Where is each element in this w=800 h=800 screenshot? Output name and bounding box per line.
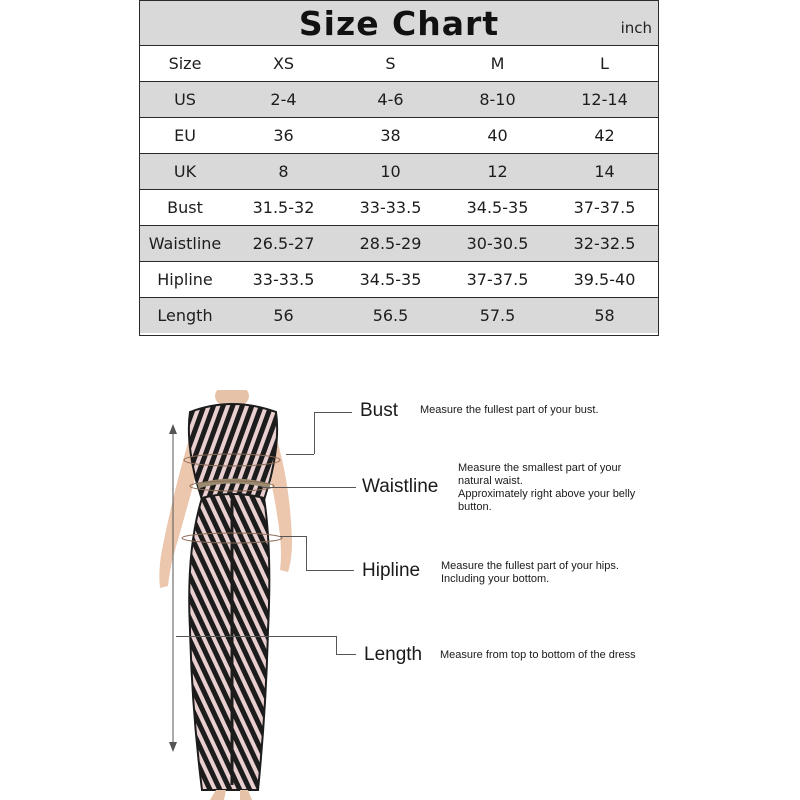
table-cell: 57.5 — [479, 306, 516, 325]
table-cell: 37-37.5 — [573, 198, 636, 217]
table-cell: 8-10 — [479, 90, 516, 109]
waistline-desc-line: button. — [458, 501, 492, 513]
measurement-guide — [0, 390, 800, 800]
waistline-label: Waistline — [362, 476, 439, 497]
header-size-s: S — [385, 54, 396, 73]
hipline-label: Hipline — [362, 560, 421, 581]
table-cell: 32-32.5 — [573, 234, 636, 253]
table-row-bust — [140, 190, 658, 226]
table-cell: 38 — [380, 126, 401, 145]
hipline-desc-line: Measure the fullest part of your hips. — [441, 560, 619, 572]
hip-leader-drop — [306, 536, 307, 570]
table-cell: 28.5-29 — [359, 234, 422, 253]
table-cell: 39.5-40 — [573, 270, 636, 289]
header-label: Size — [168, 54, 202, 73]
waistline-desc-line: Approximately right above your belly — [458, 488, 636, 500]
waistline-desc-line: Measure the smallest part of your — [458, 462, 622, 474]
foot-shape — [240, 790, 252, 800]
chart-title: Size Chart — [298, 4, 500, 43]
waistline-desc-line: natural waist. — [458, 475, 523, 487]
length-leader-stub — [336, 654, 356, 655]
length-label: Length — [364, 644, 423, 665]
table-cell: 58 — [594, 306, 615, 325]
table-cell: 36 — [273, 126, 294, 145]
table-row-length — [140, 298, 658, 333]
dress-illustration — [140, 390, 310, 800]
table-cell: 10 — [380, 162, 401, 181]
table-cell: 33-33.5 — [252, 270, 315, 289]
table-cell: 12-14 — [581, 90, 628, 109]
table-cell: 34.5-35 — [466, 198, 529, 217]
waist-leader-line — [262, 487, 356, 488]
row-label: Length — [157, 306, 213, 325]
bust-description: Measure the fullest part of your bust. — [420, 404, 599, 416]
table-cell: 14 — [594, 162, 615, 181]
table-row-uk — [140, 154, 658, 190]
table-cell: 2-4 — [270, 90, 297, 109]
dress-skirt — [189, 494, 269, 790]
bust-leader-line — [314, 412, 352, 413]
header-size-m: M — [490, 54, 505, 73]
hip-leader-stub — [306, 570, 354, 571]
length-description: Measure from top to bottom of the dress — [440, 649, 636, 661]
header-size-xs: XS — [272, 54, 295, 73]
length-arrow-head-bottom — [169, 742, 177, 752]
table-cell: 56 — [273, 306, 294, 325]
row-label: UK — [173, 162, 197, 181]
length-leader-drop — [336, 636, 337, 654]
length-arrow-head-top — [169, 424, 177, 434]
table-row-waistline — [140, 226, 658, 262]
table-cell: 42 — [594, 126, 615, 145]
table-header-row — [140, 46, 658, 82]
table-row-eu — [140, 118, 658, 154]
hipline-description — [441, 560, 619, 586]
foot-shape — [210, 790, 226, 800]
table-cell: 30-30.5 — [466, 234, 529, 253]
table-cell: 40 — [487, 126, 508, 145]
row-label: Waistline — [148, 234, 222, 253]
bust-label: Bust — [360, 400, 399, 421]
chart-title-bar — [140, 1, 658, 46]
table-row-hipline — [140, 262, 658, 298]
row-label: US — [174, 90, 196, 109]
size-chart-table — [139, 0, 659, 336]
table-cell: 56.5 — [372, 306, 409, 325]
row-label: Bust — [167, 198, 203, 217]
hip-leader-line — [280, 536, 306, 537]
table-cell: 31.5-32 — [252, 198, 315, 217]
unit-label: inch — [620, 19, 652, 37]
table-cell: 4-6 — [377, 90, 404, 109]
waistline-description — [458, 462, 635, 514]
table-cell: 34.5-35 — [359, 270, 422, 289]
table-cell: 26.5-27 — [252, 234, 315, 253]
table-row-us — [140, 82, 658, 118]
bust-leader-stub — [286, 454, 314, 455]
table-cell: 33-33.5 — [359, 198, 422, 217]
header-size-l: L — [600, 54, 609, 73]
hipline-desc-line: Including your bottom. — [441, 573, 550, 585]
row-label: EU — [174, 126, 196, 145]
table-cell: 8 — [278, 162, 289, 181]
table-cell: 37-37.5 — [466, 270, 529, 289]
table-cell: 12 — [487, 162, 508, 181]
length-leader-line — [176, 636, 336, 637]
bust-leader-drop — [314, 412, 315, 454]
row-label: Hipline — [157, 270, 213, 289]
